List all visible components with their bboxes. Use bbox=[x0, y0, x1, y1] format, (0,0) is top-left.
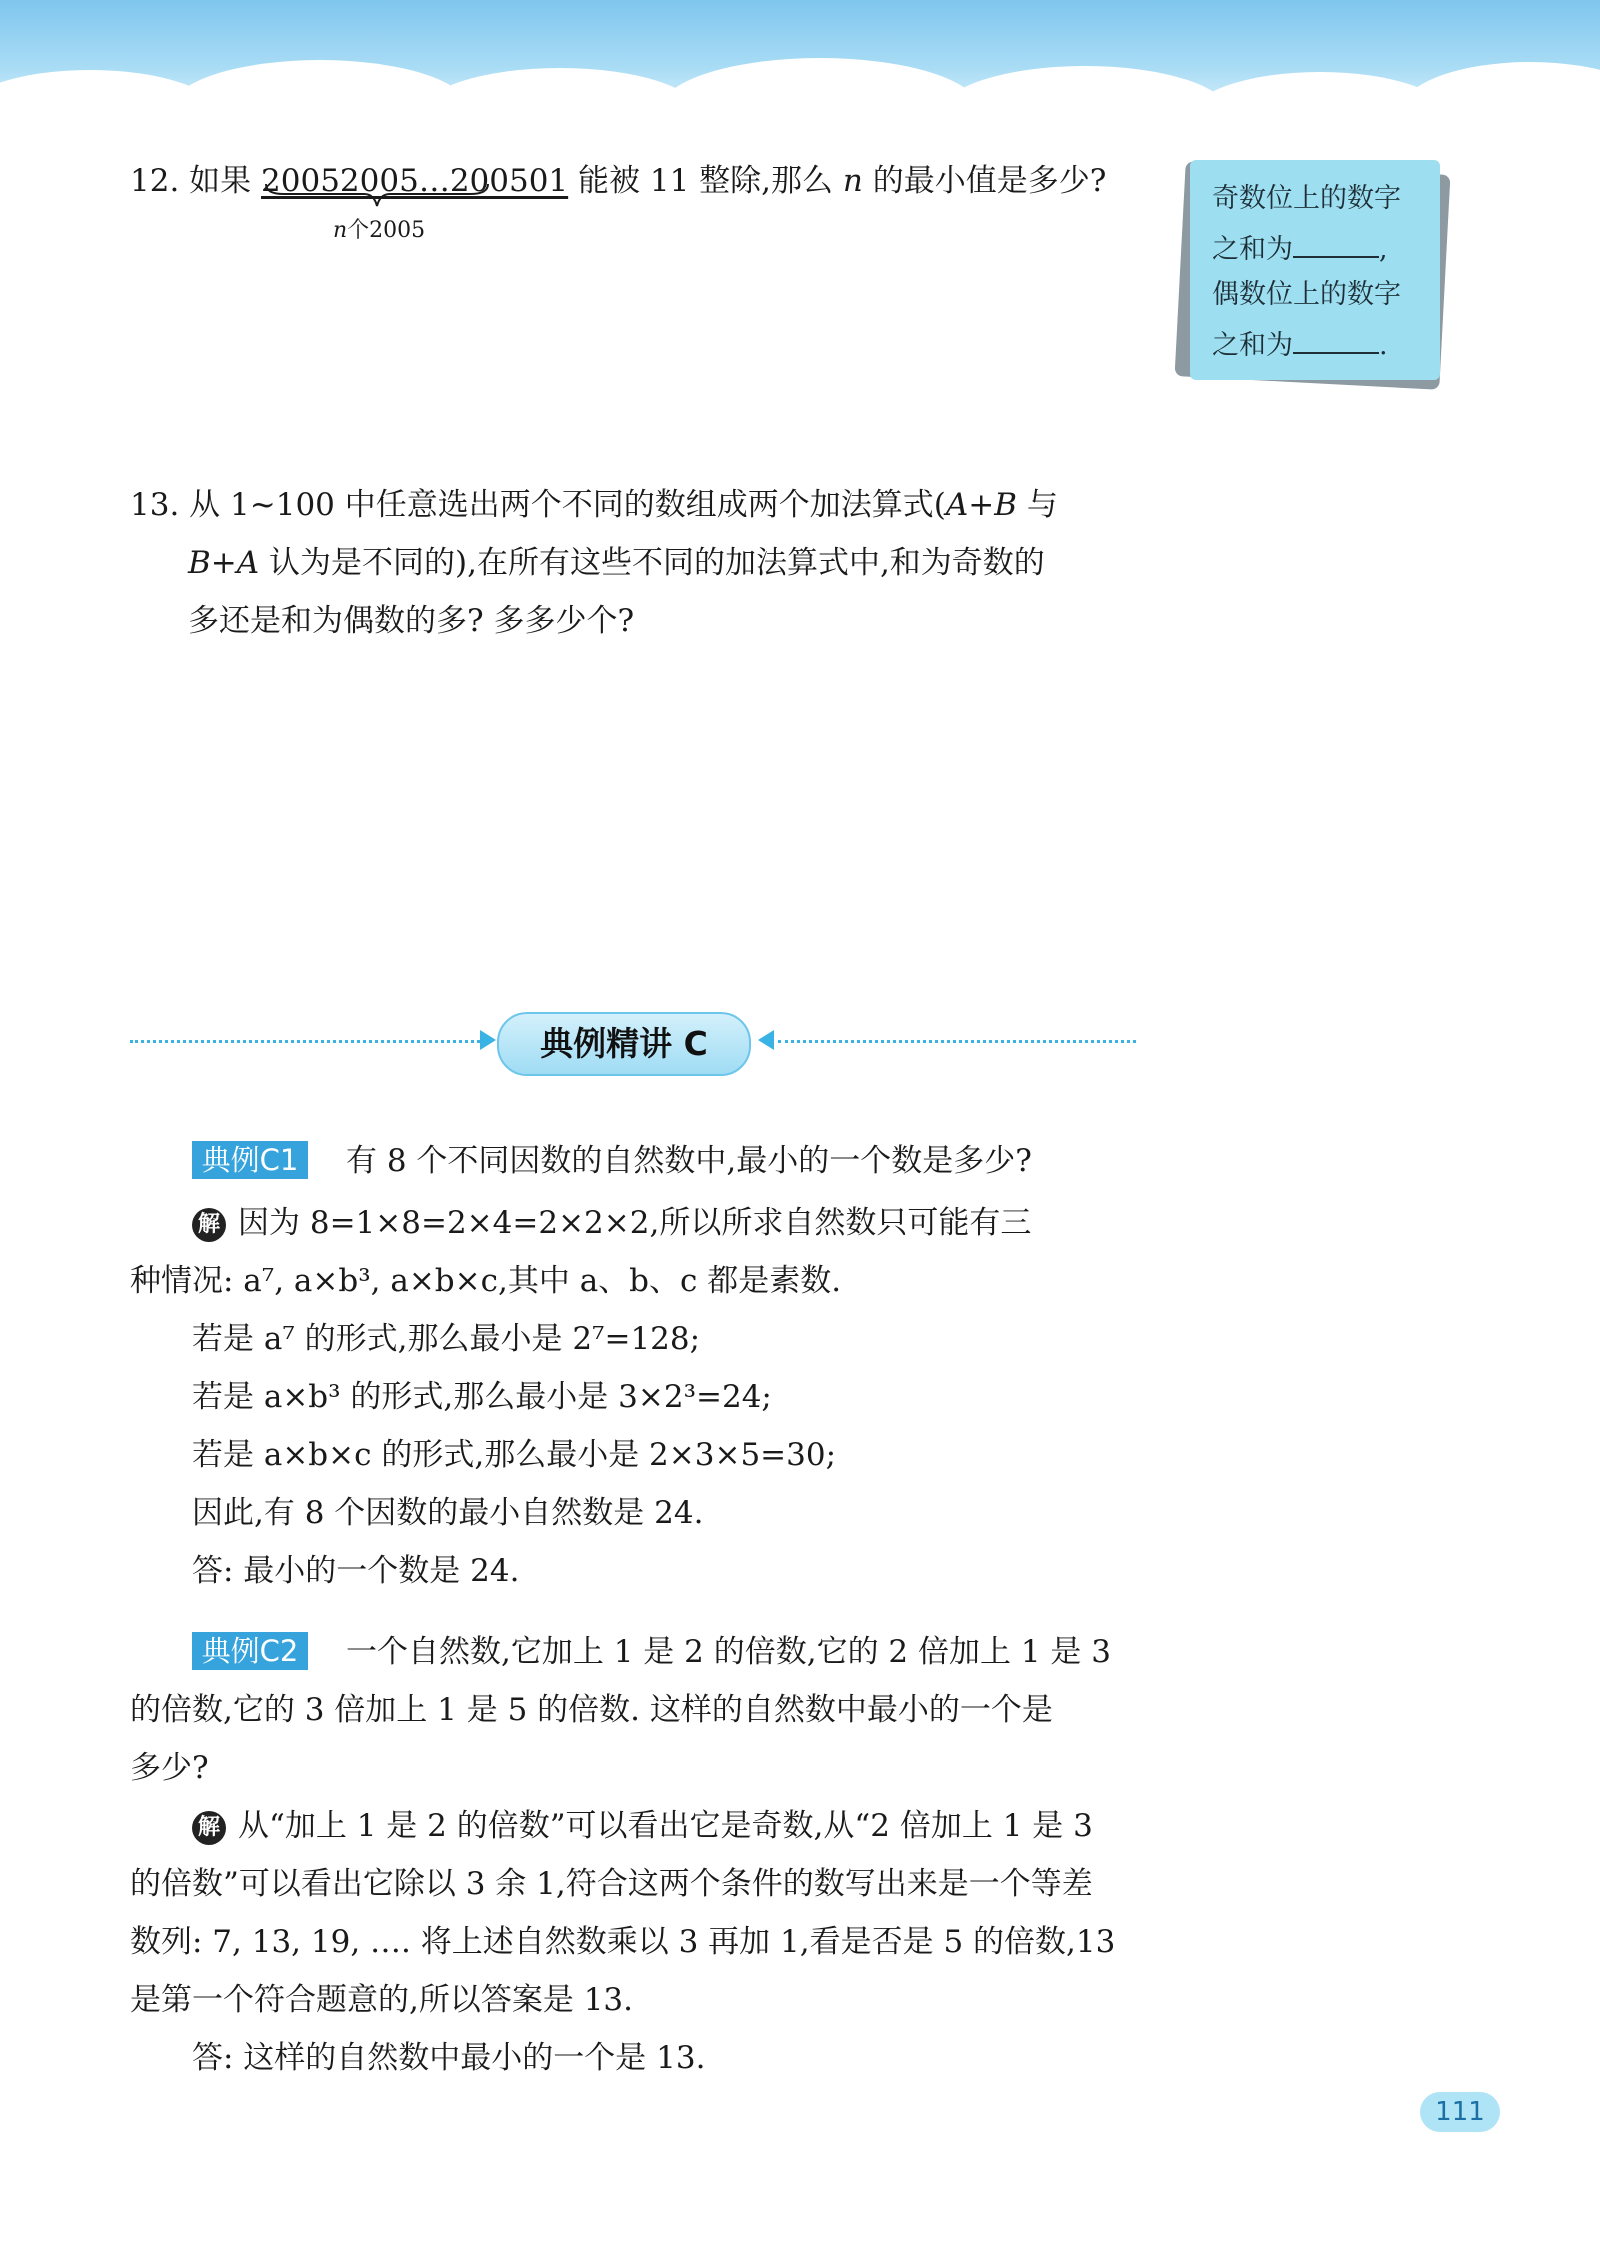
solution-line: 若是 a×b×c 的形式,那么最小是 2×3×5=30; bbox=[192, 1437, 837, 1473]
answer-blank bbox=[1293, 230, 1379, 258]
example-question: 的倍数,它的 3 倍加上 1 是 5 的倍数. 这样的自然数中最小的一个是 bbox=[130, 1692, 1053, 1728]
solution-line: 的倍数”可以看出它除以 3 余 1,符合这两个条件的数写出来是一个等差 bbox=[130, 1866, 1093, 1902]
header-fill bbox=[0, 118, 1600, 158]
problem-text: 与 bbox=[1017, 487, 1058, 523]
math-expr: A+B bbox=[945, 487, 1017, 523]
problem-number: 13. bbox=[130, 487, 180, 523]
hint-box bbox=[1190, 160, 1440, 380]
solution-mark: 解 bbox=[192, 1208, 226, 1242]
problem-text: 能被 11 整除,那么 bbox=[578, 163, 834, 199]
problem-text: 如果 bbox=[189, 163, 252, 199]
banner-arrow-left bbox=[480, 1030, 496, 1050]
example-tag: 典例C2 bbox=[192, 1632, 308, 1670]
variable-n: n bbox=[842, 163, 863, 199]
solution-text: 因为 8=1×8=2×4=2×2×2,所以所求自然数只可能有三 bbox=[238, 1205, 1032, 1241]
example-tag: 典例C1 bbox=[192, 1141, 308, 1179]
brace-text: 个2005 bbox=[347, 218, 426, 243]
hint-line: 偶数位上的数字 bbox=[1212, 279, 1401, 310]
solution-line: 若是 a⁷ 的形式,那么最小是 2⁷=128; bbox=[192, 1321, 701, 1357]
problem-text: 的最小值是多少? bbox=[872, 163, 1107, 199]
section-banner: 典例精讲 C bbox=[497, 1012, 751, 1076]
hint-line bbox=[1212, 326, 1388, 363]
solution-line: 若是 a×b³ 的形式,那么最小是 3×2³=24; bbox=[192, 1379, 772, 1415]
repeated-digits: 20052005…200501 bbox=[261, 163, 569, 199]
math-expr: B+A bbox=[188, 545, 260, 581]
page-number: 111 bbox=[1420, 2092, 1500, 2132]
answer-line: 答: 这样的自然数中最小的一个是 13. bbox=[192, 2040, 706, 2076]
solution-line: 因此,有 8 个因数的最小自然数是 24. bbox=[192, 1495, 704, 1531]
example-question: 有 8 个不同因数的自然数中,最小的一个数是多少? bbox=[346, 1143, 1032, 1179]
solution-mark: 解 bbox=[192, 1811, 226, 1845]
problem-13-line2 bbox=[188, 542, 1045, 584]
banner-dotted-right bbox=[778, 1040, 1136, 1043]
hint-line bbox=[1212, 230, 1388, 267]
hint-punct: . bbox=[1379, 330, 1388, 361]
solution-line bbox=[192, 1202, 1031, 1244]
brace-variable: n bbox=[333, 218, 348, 243]
banner-arrow-right bbox=[758, 1030, 774, 1050]
answer-line: 答: 最小的一个数是 24. bbox=[192, 1553, 520, 1589]
solution-line: 数列: 7, 13, 19, …. 将上述自然数乘以 3 再加 1,看是否是 5 的倍数,13 bbox=[130, 1924, 1116, 1960]
solution-line: 是第一个符合题意的,所以答案是 13. bbox=[130, 1982, 634, 2018]
solution-line: 种情况: a⁷, a×b³, a×b×c,其中 a、b、c 都是素数. bbox=[130, 1263, 842, 1299]
example-question: 多少? bbox=[130, 1750, 209, 1786]
hint-text: 之和为 bbox=[1212, 234, 1293, 265]
problem-text: 从 1~100 中任意选出两个不同的数组成两个加法算式( bbox=[189, 487, 946, 523]
example-question: 一个自然数,它加上 1 是 2 的倍数,它的 2 倍加上 1 是 3 bbox=[346, 1634, 1112, 1670]
problem-13-line3: 多还是和为偶数的多? 多多少个? bbox=[188, 603, 635, 639]
hint-text: 之和为 bbox=[1212, 330, 1293, 361]
solution-text: 从“加上 1 是 2 的倍数”可以看出它是奇数,从“2 倍加上 1 是 3 bbox=[238, 1808, 1093, 1844]
answer-blank bbox=[1293, 326, 1379, 354]
problem-13-line1 bbox=[130, 484, 1058, 526]
problem-number: 12. bbox=[130, 163, 180, 199]
underbrace bbox=[264, 182, 490, 208]
banner-dotted-left bbox=[130, 1040, 480, 1043]
underbrace-label bbox=[333, 218, 425, 244]
problem-text: 认为是不同的),在所有这些不同的加法算式中,和为奇数的 bbox=[259, 545, 1045, 581]
hint-punct: , bbox=[1379, 234, 1388, 265]
solution-line bbox=[192, 1805, 1093, 1847]
hint-line: 奇数位上的数字 bbox=[1212, 183, 1401, 214]
